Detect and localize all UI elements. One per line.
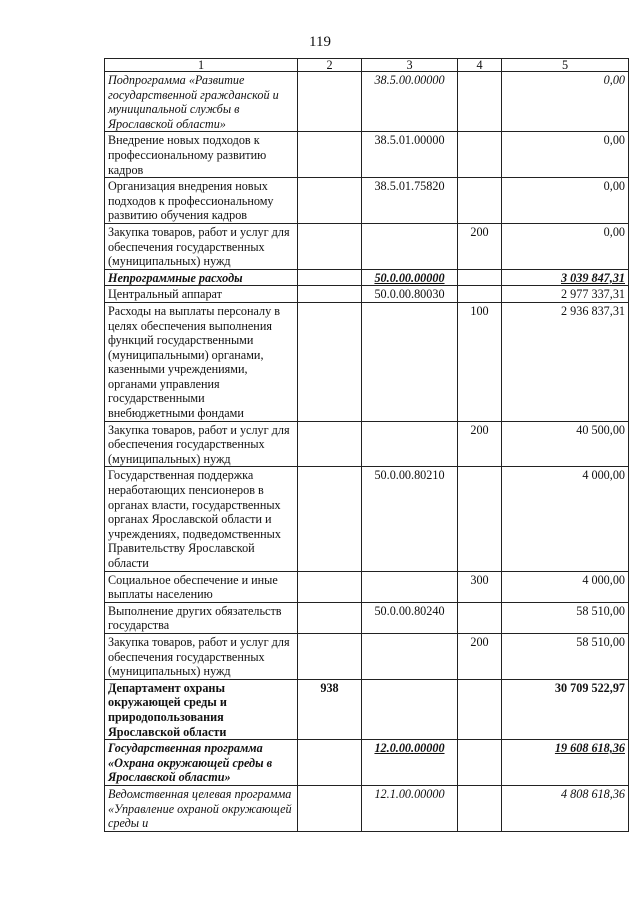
cell-expense-type	[458, 178, 502, 224]
cell-name: Внедрение новых подходов к профессиональному развитию кадров	[105, 132, 298, 178]
cell-target-code	[362, 421, 458, 467]
cell-department-code: 938	[298, 679, 362, 739]
cell-department-code	[298, 286, 362, 303]
cell-name: Ведомственная целевая программа «Управление охраной окружающей среды и	[105, 785, 298, 831]
header-col-3: 3	[362, 59, 458, 72]
table-row	[105, 72, 629, 132]
cell-expense-type: 200	[458, 421, 502, 467]
table-row	[105, 178, 629, 224]
table-row	[105, 132, 629, 178]
cell-amount: 3 039 847,31	[502, 269, 629, 286]
cell-amount: 4 000,00	[502, 571, 629, 602]
cell-amount: 30 709 522,97	[502, 679, 629, 739]
cell-target-code	[362, 302, 458, 421]
cell-expense-type	[458, 132, 502, 178]
cell-target-code: 50.0.00.80210	[362, 467, 458, 571]
cell-name: Подпрограмма «Развитие государственной гражданской и муниципальной службы в Ярославской области»	[105, 72, 298, 132]
cell-name: Выполнение других обязательств государства	[105, 602, 298, 633]
cell-name: Государственная программа «Охрана окружающей среды в Ярославской области»	[105, 740, 298, 786]
cell-target-code: 50.0.00.80240	[362, 602, 458, 633]
cell-expense-type	[458, 269, 502, 286]
header-col-4: 4	[458, 59, 502, 72]
cell-department-code	[298, 132, 362, 178]
header-col-5: 5	[502, 59, 629, 72]
cell-amount: 19 608 618,36	[502, 740, 629, 786]
cell-target-code: 50.0.00.00000	[362, 269, 458, 286]
cell-name: Непрограммные расходы	[105, 269, 298, 286]
cell-expense-type	[458, 785, 502, 831]
cell-expense-type: 200	[458, 633, 502, 679]
cell-target-code: 12.0.00.00000	[362, 740, 458, 786]
cell-department-code	[298, 785, 362, 831]
table-row	[105, 421, 629, 467]
table-row	[105, 785, 629, 831]
cell-expense-type: 100	[458, 302, 502, 421]
cell-department-code	[298, 740, 362, 786]
cell-name: Департамент охраны окружающей среды и природопользования Ярославской области	[105, 679, 298, 739]
cell-amount: 2 977 337,31	[502, 286, 629, 303]
cell-department-code	[298, 571, 362, 602]
cell-amount: 0,00	[502, 72, 629, 132]
cell-amount: 58 510,00	[502, 633, 629, 679]
cell-name: Государственная поддержка неработающих пенсионеров в органах власти, государственных органах Ярославской области и учреждениях, подведомственных Правительству Ярославской области	[105, 467, 298, 571]
cell-amount: 0,00	[502, 132, 629, 178]
cell-target-code	[362, 633, 458, 679]
cell-name: Организация внедрения новых подходов к профессиональному развитию обучения кадров	[105, 178, 298, 224]
table-body	[105, 72, 629, 832]
cell-amount: 4 808 618,36	[502, 785, 629, 831]
cell-amount: 0,00	[502, 223, 629, 269]
cell-amount: 2 936 837,31	[502, 302, 629, 421]
table-row	[105, 223, 629, 269]
cell-expense-type	[458, 740, 502, 786]
table-row	[105, 286, 629, 303]
cell-target-code: 50.0.00.80030	[362, 286, 458, 303]
page-number: 119	[309, 34, 331, 50]
cell-department-code	[298, 269, 362, 286]
cell-target-code	[362, 571, 458, 602]
cell-department-code	[298, 602, 362, 633]
cell-expense-type	[458, 602, 502, 633]
table-row	[105, 467, 629, 571]
cell-target-code: 38.5.01.00000	[362, 132, 458, 178]
cell-department-code	[298, 178, 362, 224]
cell-name: Расходы на выплаты персоналу в целях обеспечения выполнения функций государственными (муниципальными) органами, казенными учреждениями, органами управления государственными внебюджетными фондами	[105, 302, 298, 421]
cell-name: Социальное обеспечение и иные выплаты населению	[105, 571, 298, 602]
cell-name: Центральный аппарат	[105, 286, 298, 303]
budget-table	[104, 58, 629, 832]
cell-target-code: 12.1.00.00000	[362, 785, 458, 831]
cell-amount: 0,00	[502, 178, 629, 224]
cell-target-code: 38.5.01.75820	[362, 178, 458, 224]
cell-expense-type	[458, 72, 502, 132]
header-col-2: 2	[298, 59, 362, 72]
cell-expense-type	[458, 679, 502, 739]
cell-department-code	[298, 72, 362, 132]
table-row	[105, 571, 629, 602]
cell-department-code	[298, 467, 362, 571]
table-row	[105, 602, 629, 633]
cell-department-code	[298, 421, 362, 467]
cell-expense-type	[458, 286, 502, 303]
cell-name: Закупка товаров, работ и услуг для обеспечения государственных (муниципальных) нужд	[105, 633, 298, 679]
cell-target-code	[362, 679, 458, 739]
table-row	[105, 302, 629, 421]
cell-expense-type: 200	[458, 223, 502, 269]
cell-department-code	[298, 223, 362, 269]
cell-amount: 40 500,00	[502, 421, 629, 467]
header-row	[105, 59, 629, 72]
cell-amount: 58 510,00	[502, 602, 629, 633]
cell-name: Закупка товаров, работ и услуг для обеспечения государственных (муниципальных) нужд	[105, 421, 298, 467]
cell-department-code	[298, 633, 362, 679]
cell-department-code	[298, 302, 362, 421]
cell-target-code: 38.5.00.00000	[362, 72, 458, 132]
cell-expense-type: 300	[458, 571, 502, 602]
cell-amount: 4 000,00	[502, 467, 629, 571]
cell-expense-type	[458, 467, 502, 571]
table-row	[105, 679, 629, 739]
table-row	[105, 740, 629, 786]
table-row	[105, 633, 629, 679]
header-col-1: 1	[105, 59, 298, 72]
table-row	[105, 269, 629, 286]
cell-target-code	[362, 223, 458, 269]
cell-name: Закупка товаров, работ и услуг для обеспечения государственных (муниципальных) нужд	[105, 223, 298, 269]
